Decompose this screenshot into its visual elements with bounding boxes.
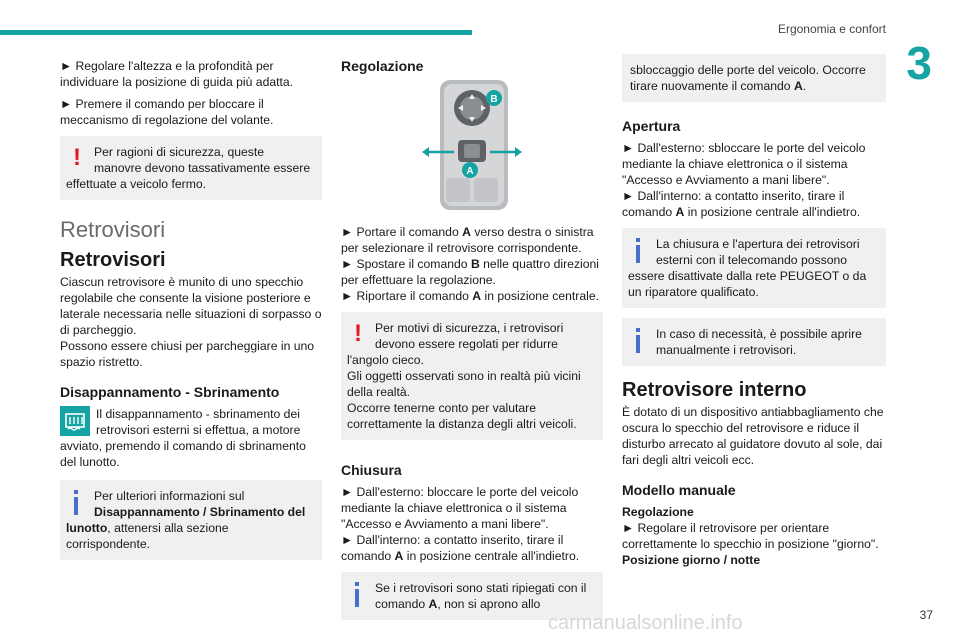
info-icon	[347, 580, 369, 608]
info-icon	[628, 326, 650, 354]
info-text: In caso di necessità, è possibile aprire manualmente i retrovisori.	[656, 327, 862, 357]
column-2	[341, 58, 603, 628]
defrost-icon	[60, 406, 90, 436]
heading-disappannamento: Disappannamento - Sbrinamento	[60, 384, 280, 400]
chapter-number: 3	[906, 37, 932, 89]
heading-apertura: Apertura	[622, 118, 681, 134]
paragraph: È dotato di un dispositivo antiabbagliamento che oscura lo specchio del retrovisore e riduce il disturbo arrecato al guidatore dovuto al sole, dai fari degli altri veicoli ecc.	[622, 405, 884, 467]
paragraph: ► Dall'interno: a contatto inserito, tirare il comando A in posizione centrale all'indietro.	[341, 533, 580, 563]
info-text: , non si aprono allo	[437, 597, 541, 611]
info-text: , attenersi alla sezione corrispondente.	[66, 521, 229, 551]
warning-box	[341, 312, 603, 440]
paragraph: Il disappannamento - sbrinamento dei retrovisori esterni si effettua, a motore avviato, premendo il comando di sbrinamento del lunotto.	[60, 407, 306, 469]
info-text: La chiusura e l'apertura dei retrovisori esterni con il telecomando possono essere disattivate dalla rete PEUGEOT o da un riparatore qualificato.	[628, 237, 867, 299]
warning-text: Gli oggetti osservati sono in realtà più vicini della realtà.	[347, 369, 581, 399]
paragraph: ► Riportare il comando A in posizione centrale.	[341, 289, 599, 303]
paragraph: ► Dall'interno: a contatto inserito, tirare il comando A in posizione centrale all'indietro.	[622, 189, 861, 219]
paragraph: ► Regolare l'altezza e la profondità per individuare la posizione di guida più adatta.	[60, 59, 294, 89]
heading-regolazione: Regolazione	[341, 58, 424, 74]
warning-icon: !	[73, 144, 81, 171]
chapter-title: Retrovisori	[60, 217, 166, 242]
warning-text: Per ragioni di sicurezza, queste manovre devono tassativamente essere effettuate a veicolo fermo.	[66, 145, 311, 191]
info-box	[622, 228, 886, 308]
info-box-continued	[622, 54, 886, 102]
label-b: B	[490, 94, 498, 105]
info-box	[622, 318, 886, 366]
info-text-bold: A	[793, 79, 803, 93]
paragraph: ► Premere il comando per bloccare il meccanismo di regolazione del volante.	[60, 97, 274, 127]
heading-retrovisore-interno: Retrovisore interno	[622, 379, 807, 401]
paragraph: ► Spostare il comando B nelle quattro direzioni per effettuare la regolazione.	[341, 257, 600, 287]
column-1	[60, 58, 322, 568]
info-icon	[628, 236, 650, 264]
heading-chiusura: Chiusura	[341, 462, 402, 478]
info-icon	[66, 488, 88, 516]
column-3	[622, 58, 886, 574]
header-accent-bar	[0, 30, 472, 35]
page-number: 37	[919, 608, 933, 622]
heading-modello-manuale: Modello manuale	[622, 482, 736, 498]
info-text: Se i retrovisori sono stati ripiegati con il comando	[375, 581, 587, 611]
heading-retrovisori: Retrovisori	[60, 249, 166, 271]
info-text: sbloccaggio delle porte del veicolo. Occorre tirare nuovamente il comando	[630, 63, 866, 93]
watermark: carmanualsonline.info	[548, 612, 743, 634]
warning-text: Per motivi di sicurezza, i retrovisori devono essere regolati per ridurre l'angolo cieco.	[347, 321, 564, 367]
info-text-bold: A	[428, 597, 438, 611]
info-box	[60, 480, 322, 560]
subheading-posizione: Posizione giorno / notte	[622, 553, 761, 567]
label-a: A	[466, 166, 474, 177]
info-text-bold: Disappannamento / Sbrinamento del lunotto	[66, 505, 306, 535]
mirror-control-illustration	[422, 80, 522, 210]
warning-text: Occorre tenerne conto per valutare correttamente la distanza degli altri veicoli.	[347, 401, 577, 431]
info-text: Per ulteriori informazioni sul	[94, 489, 245, 503]
warning-box	[60, 136, 322, 200]
paragraph: Possono essere chiusi per parcheggiare in uno spazio ristretto.	[60, 339, 315, 369]
section-title: Ergonomia e confort	[777, 22, 886, 36]
paragraph: ► Portare il comando A verso destra o sinistra per selezionare il retrovisore corrispondente.	[341, 225, 594, 255]
paragraph: ► Dall'esterno: bloccare le porte del veicolo mediante la chiave elettronica o il sistema "Accesso e Avviamento a mani libere".	[341, 485, 579, 531]
paragraph: ► Dall'esterno: sbloccare le porte del veicolo mediante la chiave elettronica o il sistema "Accesso e Avviamento a mani libere".	[622, 141, 866, 187]
info-text: .	[802, 79, 807, 93]
subheading-regolazione: Regolazione	[622, 505, 694, 519]
paragraph: Ciascun retrovisore è munito di uno specchio regolabile che consente la visione posteriore e laterale necessaria nelle situazioni di sorpasso o di parcheggio.	[60, 275, 322, 337]
warning-icon: !	[354, 320, 362, 347]
paragraph: ► Regolare il retrovisore per orientare correttamente lo specchio in posizione "giorno".	[622, 521, 879, 551]
